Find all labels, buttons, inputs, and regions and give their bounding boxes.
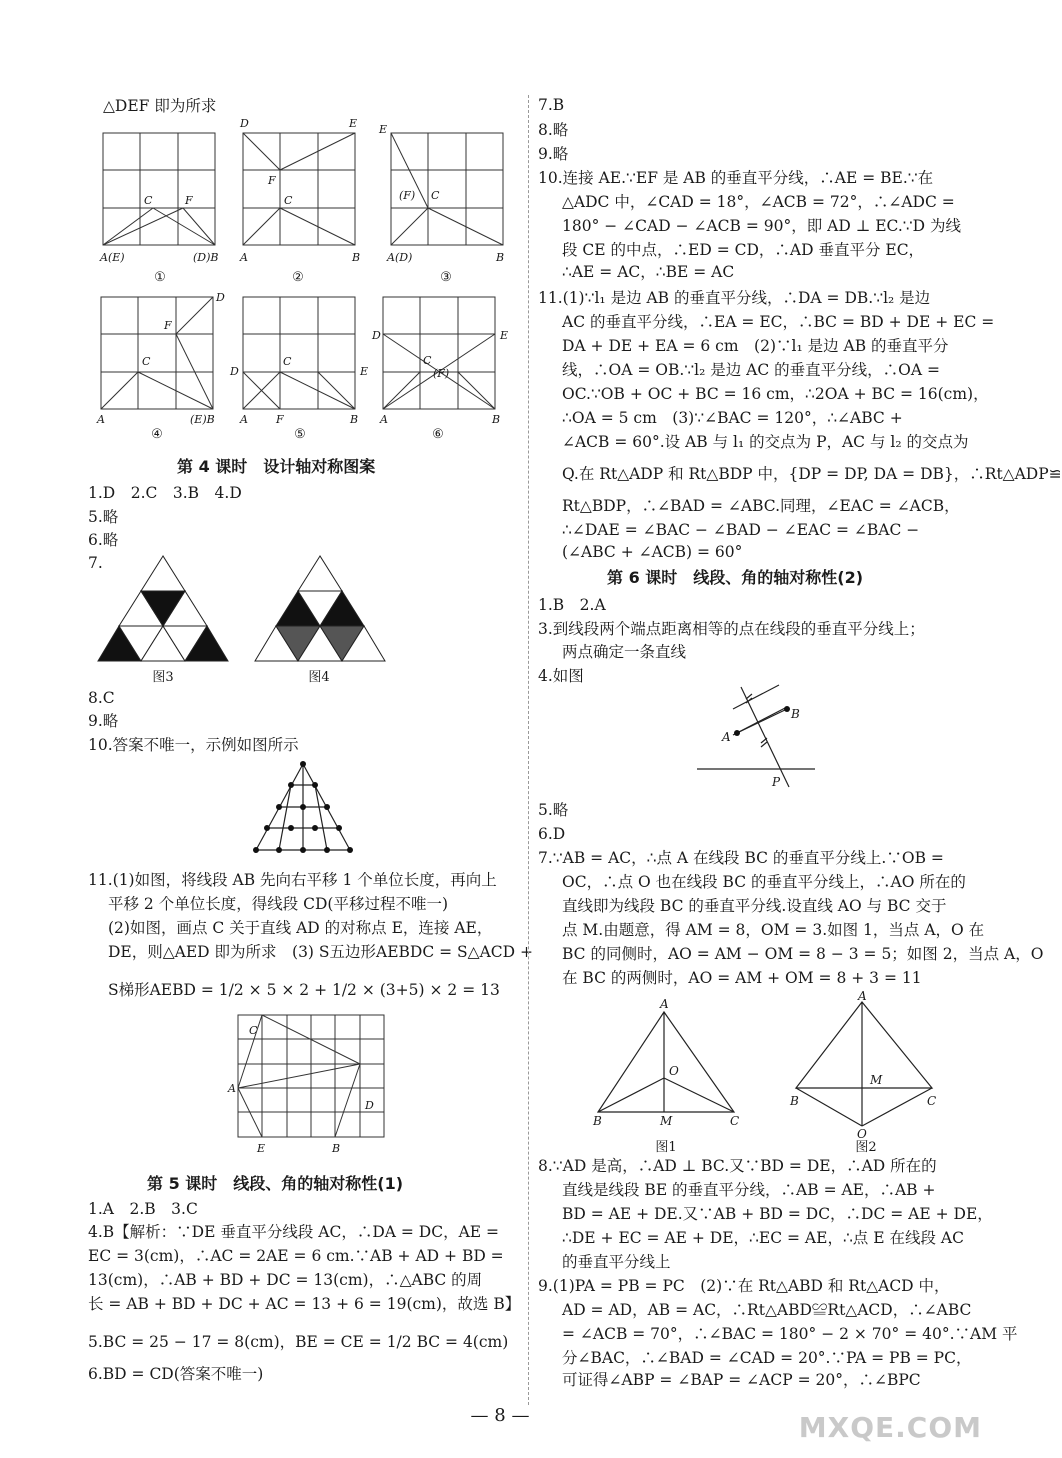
answer-line: (∠ABC + ∠ACB) = 60°	[562, 543, 743, 561]
q11-label-a: A	[228, 1082, 236, 1095]
g2-label-f: F	[268, 174, 276, 187]
answer-line: 可证得∠ABP = ∠BAP = ∠ACP = 20°，∴∠BPC	[562, 1371, 921, 1389]
g5-label-a: A	[240, 413, 248, 426]
grid-figure-1	[103, 133, 218, 248]
g3-label-b: B	[496, 251, 505, 264]
grid-caption-2: ②	[292, 270, 304, 285]
g6-label-c: C	[423, 354, 432, 367]
g6-label-d: D	[372, 329, 381, 342]
answer-line: (2)如图，画点 C 关于直线 AD 的对称点 E，连接 AE，	[108, 919, 493, 937]
q11-label-d: D	[365, 1099, 374, 1112]
g4-label-a: A	[97, 413, 105, 426]
g3-label-f: (F)	[399, 189, 416, 202]
answer-line: △ADC 中，∠CAD = 18°，∠ACB = 72°，∴∠ADC =	[562, 193, 955, 211]
g4-label-d: D	[216, 291, 225, 304]
tri1-label-m: M	[660, 1114, 673, 1128]
g5-label-d: D	[230, 365, 239, 378]
answer-line: ∠ACB = 60°.设 AB 与 l₁ 的交点为 P，AC 与 l₂ 的交点为	[562, 433, 969, 451]
answer-line: BD = AE + DE.又∵AB + BD = DC，∴DC = AE + DE，	[562, 1205, 993, 1223]
answer-line: 7.	[88, 554, 103, 572]
answer-line: 长 = AB + BD + DC + AC = 13 + 6 = 19(cm)，故选 B】	[88, 1295, 521, 1313]
grid-caption-5: ⑤	[294, 427, 306, 442]
answer-line: = ∠ACB = 70°，∴∠BAC = 180° − 2 × 70° = 40°.∵AM 平	[562, 1325, 1018, 1343]
tri2-label-a: A	[858, 989, 867, 1003]
grid-figure-4	[101, 297, 216, 412]
answer-line: Rt△BDP，∴∠BAD = ∠ABC.同理，∠EAC = ∠ACB，	[562, 497, 960, 515]
answer-line: 分∠BAC，∴∠BAD = ∠CAD = 20°.∵PA = PB = PC，	[562, 1349, 972, 1367]
grid-figure-2	[243, 133, 358, 248]
tri1-label-b: B	[593, 1114, 602, 1128]
figure-caption-tri2: 图2	[855, 1140, 877, 1155]
intro-text: △DEF 即为所求	[103, 97, 217, 115]
g3-label-a: A(D)	[387, 251, 413, 264]
g5-label-e: E	[360, 365, 369, 378]
g4-label-c: C	[142, 355, 151, 368]
answer-line: 两点确定一条直线	[562, 643, 687, 661]
g2-label-e: E	[349, 117, 358, 130]
answer-line: 6.D	[538, 825, 566, 843]
section-heading-5: 第 5 课时 线段、角的轴对称性(1)	[147, 1174, 404, 1193]
answer-line: 7.B	[538, 96, 565, 114]
q11-label-c: C	[249, 1024, 258, 1037]
grid-caption-1: ①	[154, 270, 166, 285]
answer-line: DA + DE + EA = 6 cm (2)∵l₁ 是边 AB 的垂直平分	[562, 337, 949, 355]
answer-line: 1.D 2.C 3.B 4.D	[88, 484, 242, 502]
answer-line: 5.略	[88, 508, 119, 526]
g2-label-b: B	[352, 251, 361, 264]
answer-line: 8.∵AD 是高，∴AD ⊥ BC.又∵BD = DE，∴AD 所在的	[538, 1157, 937, 1175]
answer-line: 6.略	[88, 531, 119, 549]
answer-line: 4.如图	[538, 667, 584, 685]
triangle-figure-2	[794, 1000, 937, 1130]
g5-label-f: F	[276, 413, 284, 426]
g1-label-b: (D)B	[193, 251, 219, 264]
answer-line: 1.B 2.A	[538, 596, 606, 614]
answer-line: 10.答案不唯一，示例如图所示	[88, 736, 299, 754]
answer-line: EC = 3(cm)，∴AC = 2AE = 6 cm.∵AB + AD + BD =	[88, 1247, 504, 1265]
tri1-label-a: A	[660, 997, 669, 1011]
answer-line: 直线即为线段 BC 的垂直平分线.设直线 AO 与 BC 交于	[562, 897, 947, 915]
g2-label-d: D	[240, 117, 249, 130]
construction-label-p: P	[772, 775, 781, 789]
answer-line: 平移 2 个单位长度，得线段 CD(平移过程不唯一)	[108, 895, 449, 913]
answer-line: BC 的同侧时，AO = AM − OM = 8 − 3 = 5；如图 2，当点 A，O	[562, 945, 1044, 963]
g3-label-c: C	[431, 189, 440, 202]
g6-label-a: A	[380, 413, 388, 426]
triangle-pattern-fig3	[98, 556, 228, 662]
g5-label-b: B	[350, 413, 359, 426]
grid-figure-5	[243, 297, 358, 412]
g2-label-a: A	[240, 251, 248, 264]
answer-line: DE，则△AED 即为所求 (3) S五边形AEBDC = S△ACD +	[108, 943, 533, 961]
g1-label-a: A(E)	[100, 251, 125, 264]
grid-figure-6	[383, 297, 498, 412]
answer-line: 线，∴OA = OB.∵l₂ 是边 AC 的垂直平分线，∴OA =	[562, 361, 940, 379]
section-heading-6: 第 6 课时 线段、角的轴对称性(2)	[607, 568, 864, 587]
watermark-logo: MXQE.COM	[798, 1411, 982, 1444]
answer-line: ∴AE = AC，∴BE = AC	[562, 263, 735, 281]
answer-line: 3.到线段两个端点距离相等的点在线段的垂直平分线上；	[538, 620, 925, 638]
answer-line: OC.∵OB + OC + BC = 16 cm，∴2OA + BC = 16(cm)，	[562, 385, 989, 403]
answer-line: OC，∴点 O 也在线段 BC 的垂直平分线上，∴AO 所在的	[562, 873, 966, 891]
section-heading-4: 第 4 课时 设计轴对称图案	[177, 457, 376, 476]
answer-line: 8.C	[88, 689, 115, 707]
g6-label-f: (F)	[433, 367, 450, 380]
answer-line: 8.略	[538, 121, 569, 139]
answer-line: 直线是线段 BE 的垂直平分线，∴AB = AE，∴AB +	[562, 1181, 936, 1199]
answer-line: ∴∠DAE = ∠BAC − ∠BAD − ∠EAC = ∠BAC −	[562, 521, 920, 539]
tri2-label-c: C	[927, 1094, 937, 1108]
g1-label-c: C	[144, 194, 153, 207]
grid-figure-q11	[238, 1015, 386, 1140]
answer-line: ∴OA = 5 cm (3)∵∠BAC = 120°，∴∠ABC +	[562, 409, 903, 427]
tri2-label-m: M	[870, 1073, 883, 1087]
tri1-label-o: O	[669, 1064, 679, 1078]
tri1-label-c: C	[730, 1114, 740, 1128]
q11-label-b: B	[332, 1142, 341, 1155]
figure-caption-tri1: 图1	[655, 1140, 677, 1155]
triangle-figure-1	[596, 1010, 736, 1115]
construction-label-b: B	[791, 707, 800, 721]
answer-line: 4.B【解析：∵DE 垂直平分线段 AC，∴DA = DC，AE =	[88, 1223, 500, 1241]
figure-caption-3: 图3	[152, 670, 174, 685]
g6-label-b: B	[492, 413, 501, 426]
triangle-pattern-fig4	[255, 556, 385, 662]
answer-line: ∴DE + EC = AE + DE，∴EC = AE，∴点 E 在线段 AC	[562, 1229, 964, 1247]
answer-line: Q.在 Rt△ADP 和 Rt△BDP 中，{DP = DP, DA = DB}，∴Rt△ADP≌	[562, 465, 1062, 483]
answer-line: 9.略	[538, 145, 569, 163]
answer-line: 5.BC = 25 − 17 = 8(cm)，BE = CE = 1/2 BC = 4(cm)	[88, 1333, 509, 1351]
g4-label-f: F	[164, 319, 172, 332]
answer-line: 5.略	[538, 801, 569, 819]
g5-label-c: C	[283, 355, 292, 368]
answer-line: 9.(1)PA = PB = PC (2)∵在 Rt△ABD 和 Rt△ACD 中，	[538, 1277, 950, 1295]
g1-label-f: F	[185, 194, 193, 207]
answer-line: 11.(1)∵l₁ 是边 AB 的垂直平分线，∴DA = DB.∵l₂ 是边	[538, 289, 931, 307]
g6-label-e: E	[500, 329, 509, 342]
answer-line: AC 的垂直平分线，∴EA = EC，∴BC = BD + DE + EC =	[562, 313, 995, 331]
answer-line: 段 CE 的中点，∴ED = CD，∴AD 垂直平分 EC，	[562, 241, 925, 259]
answer-line: 7.∵AB = AC，∴点 A 在线段 BC 的垂直平分线上.∵OB =	[538, 849, 944, 867]
tri2-label-o: O	[857, 1127, 867, 1141]
answer-line: 10.连接 AE.∵EF 是 AB 的垂直平分线，∴AE = BE.∵在	[538, 169, 934, 187]
grid-caption-6: ⑥	[432, 427, 444, 442]
answer-line: 的垂直平分线上	[562, 1253, 671, 1271]
construction-label-a: A	[722, 730, 731, 744]
grid-caption-3: ③	[440, 270, 452, 285]
g4-label-eb: (E)B	[190, 413, 215, 426]
construction-figure	[697, 685, 817, 790]
answer-line: 6.BD = CD(答案不唯一)	[88, 1365, 264, 1383]
answer-line: 9.略	[88, 712, 119, 730]
tri2-label-b: B	[790, 1094, 799, 1108]
dot-triangle-figure	[248, 760, 358, 855]
figure-caption-4: 图4	[308, 670, 330, 685]
answer-line: 在 BC 的两侧时，AO = AM + OM = 8 + 3 = 11	[562, 969, 922, 987]
g3-label-e: E	[379, 123, 388, 136]
g2-label-c: C	[284, 194, 293, 207]
page-number: — 8 —	[470, 1405, 530, 1426]
grid-caption-4: ④	[151, 427, 163, 442]
answer-line: 11.(1)如图，将线段 AB 先向右平移 1 个单位长度，再向上	[88, 871, 497, 889]
q11-label-e: E	[257, 1142, 266, 1155]
answer-line: 点 M.由题意，得 AM = 8，OM = 3.如图 1，当点 A，O 在	[562, 921, 985, 939]
answer-line: S梯形AEBD = 1/2 × 5 × 2 + 1/2 × (3+5) × 2 = 13	[108, 981, 500, 999]
answer-line: 180° − ∠CAD − ∠ACB = 90°，即 AD ⊥ EC.∵D 为线	[562, 217, 961, 235]
answer-line: 13(cm)，∴AB + BD + DC = 13(cm)，∴△ABC 的周	[88, 1271, 483, 1289]
answer-line: AD = AD，AB = AC，∴Rt△ABD≌Rt△ACD，∴∠ABC	[562, 1301, 972, 1319]
column-divider	[528, 95, 529, 1405]
answer-line: 1.A 2.B 3.C	[88, 1200, 198, 1218]
